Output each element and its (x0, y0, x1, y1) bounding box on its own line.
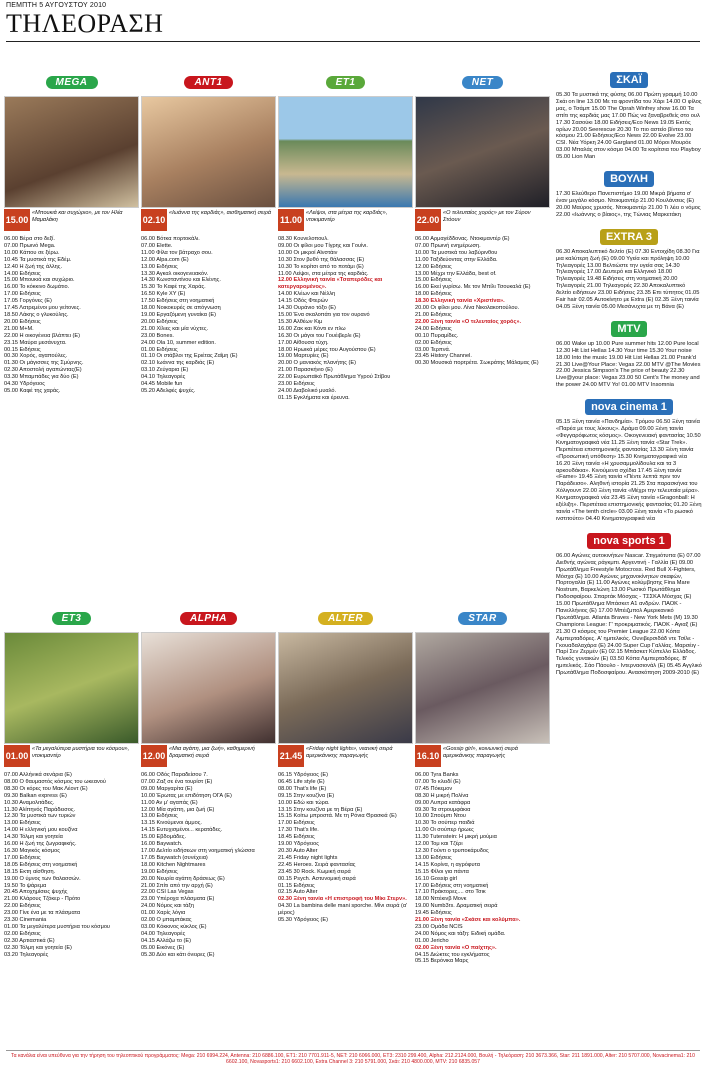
schedule-item: 14.15 Ευτυχισμένοι... κερατάδες. (141, 827, 223, 834)
schedule-item: 12.40 Η ζωή της άλλης. (4, 263, 63, 270)
schedule-item: 10.00 Εδώ και τώρα. (278, 799, 330, 806)
schedule-item: 08.30 Κουνελοπουλ. (278, 236, 329, 242)
schedule-item: 16.30 Μαγικός κόσμος (4, 847, 60, 854)
schedule-item: 19.45 Ειδήσεις (415, 910, 452, 917)
channel-logo-wrap (415, 72, 550, 92)
schedule-item: 18.00 Ηρωικά μέρες του Αυγούστου (Ε) (278, 346, 376, 353)
schedule-item: 08.00 That's life (Ε) (278, 785, 327, 792)
schedule-item: 15.30 Το Καφέ της Χαράς. (141, 284, 206, 291)
caption-time: 11.00 (278, 209, 304, 231)
schedule-item: 02.00 Ο μπαμπάκας (141, 917, 192, 924)
program-photo (4, 96, 139, 208)
schedule-item: 19.00 Numb3rs. Δραματική σειρά (415, 903, 498, 910)
schedule-item: 20.00 Νευρία αγάπη δράσεως (Ε) (141, 875, 225, 882)
channel-logo: ALPHA (180, 612, 237, 625)
schedule-item: 19.00 Ο ύμνος των θαλασσών. (4, 875, 81, 882)
schedule-item: 11.00 Ταξιδεύοντας στην Ελλάδα. (415, 256, 498, 263)
sidebar-schedule: 05.15 Ξένη ταινία «Πανδημία». Τρόμου 06.50 Ξένη ταινία «Παρέα με τους λύκους». Δράμα 09.00 Ξένη ταινία «Φεγγαρόφωτος κόσμος». Οικογενειακή φαντασίας 10.50 Κινηματογραφικά νέα 11.25 Ξένη ταινία «Star Trek». Περιπέτεια επιστημονικής φαντασίας 13.30 Ξένη ταινία «Προσωπική υπόθεση» 15.30 Κινηματογραφικά νέα 16.20 Ξένη ταινία «Η χρυσαμμολίδουλα και τα 3 αρκουδάκια». Κινούμενα σχέδια 17.45 Ξένη ταινία «Fame» 19.45 Ξένη ταινία «Πέντε λεπτά πριν τον Παράδεισο». Αληθινή ιστορία 21.25 Στα παρασκήνια του Χόλιγουντ 22.00 Ξένη ταινία «Μέχρι την τελευταία μέρα». Κινηματογραφικά νέα 23.45 Ξένη ταινία «Gragonball: Η εξέλιξη». Περιπέτεια επιστημονικής φαντασίας 01.20 Ξένη ταινία «The tenth circle» 03.00 Ξένη ταινία «Το ρωσικό ινστιτούτο» 04.40 Κινηματογραφικά νέα (556, 419, 702, 522)
schedule-item: 23.00 Ομάδα NCIS (415, 923, 463, 930)
schedule-list (415, 772, 550, 965)
schedule-item: 16.00 Εκεί γυρίσω. Με τον Μπίλι Τσουκαλά (Ε) (415, 284, 531, 291)
schedule-item: 03.10 Ζεύγαρια (Ε) (141, 367, 189, 374)
schedule-item: 10.00 Έρωτας με επιδότηση ΟΓΑ (Ε) (141, 792, 232, 799)
schedule-item: 02.30 Τόλμη και γοητεία (Ε) (4, 944, 72, 951)
footer-note: Τα κανάλια είναι υπεύθυνα για την τήρηση του τηλεοπτικού προγράμματος: Mega: 210 6994.224, Antenna: 210 6886.100, ΕΤ1: 210 7701.911-5, ΝΕΤ: 210 6066.000, ΕΤ3: 2310 299.400, Alpha: 212.2124.000, Βουλή - Τηλεόραση: 210 3673.366, Star: 211 1891.000, Alter: 210 5707.000, Novacinema1: 210 6602.100, Novasports1: 210 6602.100, Extra Channel 3: 210 5791.000, Σκάι: 210 4800.000, MTV: 210 6835.057 (6, 1050, 700, 1066)
photo-image (142, 633, 275, 743)
schedule-item: 07.00 Το κλειδί (Ε) (415, 778, 461, 785)
schedule-item: 20.00 Οι φίλοι μου. Λίνα Νικολακοπούλου. (415, 305, 520, 312)
caption-text: «Friday night lights», νεανική σειρά αμερικάνικης παραγωγής (306, 746, 393, 759)
sidebar-channel-logo: ΒΟΥΛΗ (604, 171, 654, 187)
schedule-item: 09.00 Λυπρα κατάφρα (415, 799, 471, 806)
schedule-item: 24.00 Νόμος και τάξη (141, 903, 195, 910)
schedule-item: 20.00 Ειδήσεις (141, 318, 178, 325)
masthead-rule (6, 41, 700, 42)
schedule-item: 05.15 Βερόνικα Μαρς (415, 958, 469, 965)
schedule-item: 12.00 Τομ και Τζέρι (415, 841, 463, 848)
schedule-item: 18.05 Ειδήσεις στη νοηματική (4, 861, 78, 868)
channel-logo: MEGA (46, 76, 98, 89)
sidebar-channel-logo: ΣΚΑΪ (610, 72, 648, 88)
schedule-item: 00.30 Χορός, αγαπούλες. (4, 353, 68, 360)
schedule-item: 23.00 Bones. (141, 332, 174, 339)
caption-text: «Ιωάννα της καρδιάς», αισθηματική σειρά (169, 210, 272, 216)
schedule-list (415, 236, 550, 367)
schedule-item: 09.15 Στην κουζίνα (Ε) (278, 792, 335, 799)
schedule-item: 13.00 Μέχρι την Ελλάδα, best of. (415, 270, 497, 277)
channel-logo: ET1 (326, 76, 366, 89)
schedule-item: 13.15 Κινούμενοι άμμος. (141, 820, 202, 827)
schedule-item: 02.00 Ξένη ταινία «Ο παίχτης». (415, 944, 497, 951)
schedule-item: 01.00 Ειδήσεις (141, 346, 178, 353)
schedule-item: 18.00 Kitchen Nightmares (141, 861, 206, 868)
schedule-item: 22.00 Ξένη ταινία «Ο τελευταίος χορός». (415, 318, 522, 325)
sidebar-channels (556, 72, 702, 687)
schedule-item: 14.00 Κλέων και Νέλλη (278, 291, 336, 298)
schedule-list (278, 236, 413, 402)
sidebar-channel (556, 171, 702, 219)
channel-row-bottom (4, 608, 552, 1050)
schedule-item: 00.15 Psych. Αστυνομική σειρά (278, 875, 356, 882)
schedule-item: 06.00 Αρμαγέδδονας. Ντοκιμαντέρ (Ε) (415, 236, 510, 242)
schedule-item: 23.45 History Channel. (415, 353, 472, 360)
schedule-item: 11.00 Φίλα τον βάτραχο σου. (141, 249, 213, 256)
schedule-item: 06.15 Υδρόγειος (Ε) (278, 772, 328, 778)
schedule-list (141, 236, 276, 395)
schedule-item: 18.00 Νττέκινβ Μονκ (415, 896, 467, 903)
schedule-item: 17.30 That's life. (278, 827, 319, 834)
schedule-item: 12.00 Ειδήσεις (415, 263, 452, 270)
channel-logo-wrap (278, 72, 413, 92)
sidebar-channel (556, 229, 702, 311)
schedule-item: 14.30 Ουράνιο τόξο (Ε) (278, 305, 336, 312)
schedule-item: 22.00 Η οικογένεια βλάπτει (Ε) (4, 332, 80, 339)
schedule-item: 06.45 Life style (Ε) (278, 778, 325, 785)
schedule-item: 19.00 Εργαζόμενη γυναίκα (Ε) (141, 311, 216, 318)
schedule-item: 01.10 Οι στάβλοι της Εριέτας Ζαΐμη (Ε) (141, 353, 238, 360)
schedule-item: 17.00 Δελτίο ειδήσεων στη νοηματική γλώσσα (141, 847, 255, 854)
schedule-item: 03.00 Κόκκινος κύκλος (Ε) (141, 923, 207, 930)
schedule-item: 10.30 Το σούπερ παιδιά (415, 820, 475, 827)
schedule-item: 09.00 Οι φίλοι μου Τίγρης και Γουίνι. (278, 242, 368, 249)
schedule-item: 12.00 Μία αγάπη, μια ζωή (Ε) (141, 806, 215, 813)
channel-logo: ANT1 (184, 76, 232, 89)
schedule-item: 23.15 Μαύρα μεσάνυχτα. (4, 339, 67, 346)
sidebar-channel-logo: nova sports 1 (587, 533, 671, 549)
schedule-item: 11.30 Tutenstein: Η μικρή μούμια (415, 834, 497, 841)
schedule-item: 14.00 Η ελληνική μου κουζίνα (4, 827, 78, 834)
schedule-item: 21.00 Κλάρους Τζόκερ - Πρότο (4, 896, 81, 903)
schedule-item: 10.00 Σπούμπι Ντου (415, 813, 466, 820)
channel-column (4, 72, 139, 602)
sidebar-channel-logo: MTV (611, 321, 646, 337)
schedule-item: 10.30 Στον βυθό της θάλασσας (Ε) (278, 256, 365, 263)
schedule-item: 06.00 Οδός Παραδείσου 7. (141, 772, 208, 778)
channel-column (141, 608, 276, 1050)
caption-text: «Μια αγάπη, μια ζωή», καθημερινή δραματική σειρά (169, 746, 255, 759)
sidebar-channel (556, 321, 702, 389)
photo-caption (141, 745, 276, 767)
program-photo (141, 632, 276, 744)
schedule-item: 20.00 Ο μανιακός πλανήτης (Ε) (278, 360, 357, 367)
section-title: ΤΗΛΕΟΡΑΣΗ (6, 9, 164, 38)
schedule-item: 11.00 Λείψοι, στα μέτρα της καρδιάς. (278, 270, 369, 277)
schedule-item: 04.15 Αλλάζω το (Ε) (141, 937, 191, 944)
schedule-item: 17.10 Πράκτορες.... στο Τσικ (415, 889, 486, 896)
sidebar-channel-logo: nova cinema 1 (585, 399, 673, 415)
schedule-item: 13.00 Ειδήσεις (4, 820, 41, 827)
schedule-item: 10.00 Οι μικροί Αϊνστάιν (278, 249, 338, 256)
program-photo (415, 632, 550, 744)
schedule-item: 02.30 Αποστολή αγαπώντας(Ε) (4, 367, 82, 374)
schedule-item: 06.00 Βότκα πορτοκάλι. (141, 236, 200, 242)
schedule-item: 17.00 Ειδήσεις (4, 854, 41, 861)
schedule-item: 06.00 Βέρα στο δεξί. (4, 236, 55, 242)
photo-caption (278, 209, 413, 231)
program-photo (278, 632, 413, 744)
schedule-item: 09.30 Balkan express (Ε) (4, 792, 67, 799)
sidebar-schedule: 06.00 Αγώνες αυτοκινήτων Nascar. Στιγμιότυπα (Ε) 07.00 Διεθνής αγώνας ράγκμπι. Αργεντινή - Γαλλία (Ε) 09.00 Πρωτάθλημα Freestyle Motocross. Red Bull X-Fighters, Μόσχα (Ε) 10.00 Αγώνες μηχανοκίνητων σκαφών, Πορτογαλία (Ε) 11.00 Αγώνες κολύμβησης Fina Mare Nostrum, Βαρκελώνη 13.00 Ρωσικό Πρωτάθλημα Ποδοσφαίρου. Σπαρτάκ Μόσχας - ΤΣΣΚΑ Μόσχας (Ε) 15.00 Πρωτάθλημα Μπάσκετ Α1 ανδρών. ΠΑΟΚ - Πανελλήνιος (Ε) 17.00 Μπέιζμπολ Αμερικανικό Πρωτάθλημα. Atlanta Braves - New York Mets (Μ) 19.30 Champions League: Γ' προκριματικός. ΠΑΟΚ - Αγιαξ (Ε) 21.30 Ο κόσμος του Premier League 22.00 Κόπα Λιμπερταδόρες. Α' ημιτελικός. Ουνιβερσιδάδ ντε Τσίλε - Γκουαδαλαχάρα (Ε) 24.00 Super Cup Γαλλίας. Μαρσέιγ - Παρί Σεν Ζερμέν (Ε) 02.15 Μπάσκετ Κύπελλο Ελλάδος. Τελικός γυναικών (Ε) 03.50 Κόπα Λιμπερταδόρες. Β' ημιτελικός. Σάο Πάουλο - Ιντερνασιονάλ (Ε) 05.45 Αγγλικό Πρωτάθλημα Ποδοσφαίρου. Ανασκόπηση 2009-2010 (Ε) (556, 552, 702, 677)
schedule-item: 04.45 Mobile fun (141, 381, 183, 388)
schedule-list (141, 772, 276, 958)
schedule-item: 03.20 Τηλεαγορές (4, 951, 49, 958)
channel-column (278, 608, 413, 1050)
schedule-item: 24.00 Νόμος και τάξη: Ειδική ομάδα. (415, 930, 506, 937)
schedule-item: 07.00 Πρωινό Mega. (4, 242, 56, 249)
schedule-item: 15.15 Κοίτω μπροστά. Με τη Ρόνια Θρασκιά (Ε) (278, 813, 397, 820)
schedule-item: 04.30 Υδρόγειος (4, 381, 45, 388)
schedule-item: 07.00 Αλλήνικά σενάρια (Ε) (4, 772, 72, 778)
schedule-item: 15.00 Ειδήσεις (415, 277, 452, 284)
program-photo (415, 96, 550, 208)
schedule-item: 10.00 Τα μυστικά του λαβύρινθου (415, 249, 498, 256)
schedule-item: 01.15 Εγκλήματα και έρευνα. (278, 394, 350, 401)
caption-text: «Τα μεγαλύτερα μυστήρια του κόσμου», ντοκιμαντέρ (32, 746, 130, 759)
caption-text: «Λείψοι, στα μέτρα της καρδιάς», ντοκιμαντέρ (306, 210, 388, 223)
schedule-item: 16.00 Το κόκκινο δωμάτιο. (4, 284, 70, 291)
caption-time: 16.10 (415, 745, 441, 767)
issue-date: ΠΕΜΠΤΗ 5 ΑΥΓΟΥΣΤΟΥ 2010 (6, 2, 107, 9)
schedule-item: 21.00 Μ+Μ. (4, 325, 34, 332)
schedule-item: 11.00 Αν μ' αγαπάς (Ε) (141, 799, 198, 806)
schedule-item: 19.00 Ειδήσεις (141, 868, 178, 875)
schedule-item: 07.45 Πόκεμον (415, 785, 453, 792)
caption-time: 01.00 (4, 745, 30, 767)
photo-image (279, 633, 412, 743)
channel-grid (4, 72, 552, 1050)
schedule-item: 24.00 Ειδήσεις (415, 325, 452, 332)
schedule-item: 23.30 Cinemania (4, 917, 47, 924)
schedule-item: 04.15 Διώκτες του εγκλήματος (415, 951, 490, 958)
caption-time: 21.45 (278, 745, 304, 767)
sidebar-logo-wrap (556, 171, 702, 187)
schedule-list (4, 236, 139, 395)
schedule-item: 15.15 Φίλοι για πάντα (415, 868, 469, 875)
schedule-item: 21.00 Ξένη ταινία «Σκάσε και κολύμπα». (415, 917, 521, 924)
sidebar-logo-wrap (556, 321, 702, 337)
sidebar-channel (556, 72, 702, 161)
caption-text: «Μπουκιά και συχώριο», με τον Ηλία Μαμαλάκη (32, 210, 123, 223)
schedule-item: 12.00 Αlpa.com (Ε) (141, 256, 189, 263)
sidebar-logo-wrap (556, 399, 702, 415)
schedule-item: 17.00 Αίθουσα τύχη. (278, 339, 329, 346)
schedule-item: 19.00 Μαρτυρίες (Ε) (278, 353, 329, 360)
channel-logo-wrap (4, 72, 139, 92)
schedule-item: 05.30 Δύο και κάτι όνειρες (Ε) (141, 951, 215, 958)
schedule-item: 14.30 Τόλμη και γοητεία (4, 834, 63, 841)
schedule-item: 17.50 Ειδήσεις στη νοηματική (141, 298, 215, 305)
schedule-item: 16.30 Οι μάγοι του Γουέιβερλι (Ε) (278, 332, 361, 339)
masthead (6, 2, 700, 42)
schedule-item: 18.15 Εκτη αίσθηση. (4, 868, 56, 875)
schedule-item: 01.00 Τα μεγαλύτερα μυστήρια του κόσμου (4, 923, 110, 930)
schedule-item: 22.45 Heroes. Σειρά φαντασίας (278, 861, 356, 868)
schedule-item: 18.50 Λάκης ο γλυκούλης. (4, 311, 69, 318)
schedule-item: 15.00 Ένα σκαλοπάτι για τον ουρανό (278, 311, 370, 318)
sidebar-logo-wrap (556, 229, 702, 245)
schedule-item: 16.10 Gossip girl (415, 875, 457, 882)
schedule-item: 21.45 Friday night lights (278, 854, 338, 861)
schedule-item: 05.00 Εικόνες (Ε) (141, 944, 185, 951)
schedule-item: 24.00 Οla 10, summer edition. (141, 339, 216, 346)
schedule-item: 04.30 La bambina delle mani sporche. Μίνι σειρά (α' μέρος) (278, 903, 408, 917)
schedule-item: 02.00 Ειδήσεις (415, 339, 452, 346)
caption-time: 02.10 (141, 209, 167, 231)
schedule-item: 03.00 Τερπνά. (415, 346, 451, 353)
schedule-item: 00.15 Ειδήσεις (4, 346, 41, 353)
sidebar-channel (556, 399, 702, 523)
photo-image (279, 97, 412, 207)
schedule-item: 09.30 Τα στρουμφάκια (415, 806, 471, 813)
schedule-item: 06.00 Tyra Banks (415, 772, 459, 778)
channel-logo: ET3 (52, 612, 92, 625)
photo-caption (415, 745, 550, 767)
photo-image (5, 633, 138, 743)
channel-column (415, 72, 550, 602)
sidebar-channel (556, 533, 702, 677)
channel-row-top (4, 72, 552, 602)
caption-time: 22.00 (415, 209, 441, 231)
photo-caption (4, 209, 139, 231)
schedule-item: 07.00 Πρωινή ενημέρωση. (415, 242, 481, 249)
channel-column (278, 72, 413, 602)
caption-text: «Gossip girl», κοινωνική σειρά αμερικάνικης παραγωγής (443, 746, 518, 759)
schedule-item: 23.00 Ειδήσεις (278, 381, 315, 388)
schedule-item: 08.30 Οι κόρες του Μακ Λέοντ (Ε) (4, 785, 88, 792)
schedule-item: 13.00 Ειδήσεις (415, 854, 452, 861)
schedule-item: 01.15 Ειδήσεις (278, 882, 315, 889)
schedule-item: 20.00 Ειδήσεις (4, 318, 41, 325)
schedule-item: 15.00 Μπουκιά και συχώριο. (4, 277, 75, 284)
caption-time: 15.00 (4, 209, 30, 231)
schedule-item: 24.00 Διαβολικό μυαλό. (278, 387, 337, 394)
photo-caption (141, 209, 276, 231)
schedule-item: 21.00 Σπίτι από την αρχή (Ε) (141, 882, 213, 889)
sidebar-schedule: 06.00 Wake up 10.00 Pure summer hits 12.00 Pure local 12.30 Hit List Hellas 14.30 Your time 15.30 Your noise 18.00 Into the music 19.00 Hit List Hellas 21.00 Prank'd 21.30 Live@Your Place: Vegas 22.00 MTV @The Movies 22.00 Jessica Simpson's The price of beauty 22.30 Live@your place: Vegas 23.00 50 Cent's The money and the power 24.00 MTV Yo! 01.00 MTV Insomnia (556, 340, 701, 389)
schedule-item: 11.00 Οι σούπερ ήρωες (415, 827, 474, 834)
channel-column (4, 608, 139, 1050)
schedule-item: 14.30 Κωνσταντίνου και Ελένης. (141, 277, 221, 284)
photo-image (142, 97, 275, 207)
channel-logo-wrap (141, 608, 276, 628)
schedule-item: 14.00 Ειδήσεις (4, 270, 41, 277)
schedule-item: 21.00 Παρασκήνιο (Ε) (278, 367, 333, 374)
schedule-item: 17.05 Γοργόνες (Ε) (4, 298, 52, 305)
channel-logo-wrap (278, 608, 413, 628)
channel-logo: ALTER (318, 612, 373, 625)
caption-text: «Ο τελευταίος χορός» με τον Σύρον Στόουν (443, 210, 531, 223)
schedule-item: 17.05 Baywatch (συνέχεια) (141, 854, 208, 861)
schedule-item: 12.30 Γούντι ο τρυποκάρυδος (415, 847, 489, 854)
schedule-item: 19.00 Υδρόγειος (278, 841, 319, 848)
schedule-item: 08.30 Η μικρή Πολίνα (415, 792, 469, 799)
schedule-item: 23.00 Υπέροχα πλάσματα (Ε) (141, 896, 215, 903)
schedule-item: 00.10 Πυραμίδες. (415, 332, 459, 339)
schedule-item: 16.50 Kyle XY (Ε) (141, 291, 186, 298)
schedule-item: 08.00 Ο θαυμαστός κόσμος του ωκεανού (4, 778, 106, 785)
sidebar-schedule: 05.30 Τα μυστικά της φύσης 06.00 Πρώτη γραμμή 10.00 Σκάι on line 13.00 Με τα φροντίδα του Χάρι 14.00 Ο φίλος μας, ο Τσάμπ 15.00 The Oprah Winfrey show 16.00 Τα σπίτι της καρδιάς μας 17.00 Πώς να ξαναβρεθείς στο ουλ 17.30 Σασούκι 18.00 Ειδήσεις/Eco News 19.05 Εκτός ορίων 20.00 Seerescue 20.30 Το πιο αστείο βίντεο του κόσμου 21.00 Ειδήσεις/Eco News 22.00 Evolve 23.00 CSI. Νέα Υόρκη 24.00 Gargland 01.00 Μόροι Μουρόε 03.00 Μπαλάς στον κόσμο 04.00 Τα κορίτσια του Playboy 05.00 Lion Man (556, 92, 702, 161)
schedule-item: 19.50 Το ψάρεμα (4, 882, 47, 889)
schedule-item: 02.30 Αρτιαστικά (Ε) (4, 937, 55, 944)
schedule-item: 05.00 Καφέ της χαράς. (4, 387, 61, 394)
schedule-item: 02.00 Ειδήσεις (4, 930, 41, 937)
photo-image (416, 97, 549, 207)
channel-logo: NET (462, 76, 504, 89)
photo-caption (4, 745, 139, 767)
schedule-item: 14.15 Οδός Φτερών (278, 298, 328, 305)
sidebar-logo-wrap (556, 72, 702, 88)
program-photo (4, 632, 139, 744)
schedule-item: 01.30 Οι μάγισσες της Σμύρνης. (4, 360, 84, 367)
schedule-item: 02.30 Ξένη ταινία «Η επιστροφή του Μίκι Στερν». (278, 896, 407, 903)
sidebar-channel-logo: EXTRA 3 (600, 229, 658, 245)
sidebar-schedule: 17.30 Ελεύθερο Πανεπιστήμιο 19.00 Μικρά βήματα σ' έναν μεγάλο κόσμο. Ντοκιμαντέρ 21.00 Κουλάνσεις (Ε) 20.00 Μαύρος χρυσός. Ντοκιμαντέρ 21.00 Τι λέει ο νόμος 22.00 «Ιωάννης ο βίαιος», της Τώνιας Μαρκετάκη (556, 191, 701, 218)
sidebar-schedule: 06.30 Αποκαλυπτικό δελτίο (Ε) 07.30 Εντοιχίδη 08.30 Για μια καλύτερη ζωή (Ε) 09.00 Υγεία και πρόληψη 10.00 Τηλεαγορές 13.00 Βελτιώστε την υγεία σας 14.30 Τηλεαγορές 17.00 Δευτερό και Ελληνικό 18.00 Τηλεαγορές 19.48 Ειδήσεις στη νοηματική 20.00 Τηλεαγορές 21.00 Τηλεαγορές 22.30 Αποκαλυπτικό δελτίο ειδήσεων 23.00 Ειδήσεις 23.35 Επι τύπητος 01.05 Fair hair 02.05 Αυτοκίνητο με Extra (Ε) 02.35 Ξένη ταινία 04.05 Ξένη ταινία 05.00 Μεσάνυχτα με τη Βάνα (Ε) (556, 248, 700, 310)
schedule-item: 23.45 30 Rock. Κωμική σειρά (278, 868, 351, 875)
schedule-item: 13.15 Στην κουζίνα με τη Βέρα (Ε) (278, 806, 363, 813)
schedule-item: 17.00 Ειδήσεις (278, 820, 315, 827)
channel-logo-wrap (4, 608, 139, 628)
schedule-item: 16.00 Η ζωή της ζωγραφικής. (4, 841, 77, 848)
schedule-list (4, 772, 139, 958)
schedule-item: 18.30 Ελληνική ταινία «Χριστίνα». (415, 298, 505, 305)
schedule-item: 20.30 Auto Alter (278, 847, 318, 854)
channel-logo-wrap (141, 72, 276, 92)
schedule-item: 21.00 Χίλιες και μία νύχτες. (141, 325, 209, 332)
schedule-item: 04.00 Τηλεαγορές (141, 930, 186, 937)
schedule-item: 13.00 Ειδήσεις (141, 813, 178, 820)
schedule-item: 18.00 Ειδήσεις (415, 291, 452, 298)
channel-logo: STAR (458, 612, 506, 625)
channel-column (141, 72, 276, 602)
schedule-item: 07.00 Elette. (141, 242, 173, 249)
schedule-item: 13.00 Ειδήσεις (141, 263, 178, 270)
schedule-item: 20.45 Αποχημίσεις ψυχής (4, 889, 68, 896)
schedule-item: 12.30 Τα μυστικά των τυριών (4, 813, 76, 820)
sidebar-logo-wrap (556, 533, 702, 549)
schedule-item: 10.00 Κάπου σε ξέρω. (4, 249, 60, 256)
schedule-item: 22.00 Ευρωπαϊκό Πρωτάθλημα Υγρού Στίβου (278, 374, 391, 381)
schedule-item: 17.00 Ειδήσεις στη νοηματική (415, 882, 489, 889)
photo-image (416, 633, 549, 743)
schedule-item: 21.00 Ειδήσεις (415, 311, 452, 318)
photo-caption (278, 745, 413, 767)
schedule-item: 15.30 Αλθέων Κιμ (278, 318, 323, 325)
schedule-item: 22.00 Ειδήσεις (4, 903, 41, 910)
program-photo (278, 96, 413, 208)
schedule-item: 18.45 Ειδήσεις (278, 834, 315, 841)
schedule-item: 03.30 Μπαμπάδες για δύο (Ε) (4, 374, 79, 381)
schedule-item: 02.10 Ιωάννα της καρδιάς (Ε) (141, 360, 215, 367)
channel-column (415, 608, 550, 1050)
schedule-item: 14.15 Κορίνα, η αγρόφυτα (415, 861, 480, 868)
schedule-item: 16.00 Ζακ και Κόντι εν πλω (278, 325, 346, 332)
schedule-item: 15.00 Εβδομάδες. (141, 834, 187, 841)
schedule-item: 01.00 Χαρίς λόγια (141, 910, 186, 917)
schedule-item: 10.30 Αναμολιτάδες. (4, 799, 55, 806)
schedule-item: 23.00 Γίνε ένα με τα πλάσματα (4, 910, 81, 917)
program-photo (141, 96, 276, 208)
schedule-item: 17.00 Ειδήσεις (4, 291, 41, 298)
schedule-item: 18.00 Νοικοκυρές σε απόγνωση (141, 305, 221, 312)
schedule-list (278, 772, 413, 924)
schedule-item: 11.30 Αλίπηνός Παράδεισος. (4, 806, 76, 813)
schedule-item: 01.00 Jericho (415, 937, 449, 944)
schedule-item: 22.00 CSI Las Vegas (141, 889, 194, 896)
schedule-item: 05.20 Αδελφές ψυχές. (141, 387, 196, 394)
schedule-item: 04.10 Τηλεαγορές (141, 374, 186, 381)
channel-logo-wrap (415, 608, 550, 628)
schedule-item: 10.45 Τα μυστικά της Εδέμ. (4, 256, 72, 263)
schedule-item: 17.45 Λατρεμένοι μου γείτονες. (4, 305, 81, 312)
photo-image (5, 97, 138, 207)
schedule-item: 00.30 Μουσικά πορτρέτα. Σωκράτης Μάλαμας (Ε) (415, 360, 539, 367)
photo-caption (415, 209, 550, 231)
schedule-item: 07.00 Ζαξ σε ένα τουρίστ (Ε) (141, 778, 213, 785)
schedule-item: 10.30 Το κορίτσι από το ποτάμι (Ε) (278, 263, 364, 270)
caption-time: 12.00 (141, 745, 167, 767)
schedule-item: 02.15 Auto Alter (278, 889, 318, 896)
schedule-item: 12.00 Ελληνική ταινία «Τσαπερόδες και κατεργαρομένος». (278, 277, 383, 291)
schedule-item: 16.00 Baywatch. (141, 841, 183, 848)
schedule-item: 09.00 Μαργαρίτα (Ε) (141, 785, 193, 792)
schedule-item: 13.30 Αγκαλ οικογενειακόν. (141, 270, 209, 277)
schedule-item: 05.30 Υδρόγειος (Ε) (278, 917, 328, 924)
